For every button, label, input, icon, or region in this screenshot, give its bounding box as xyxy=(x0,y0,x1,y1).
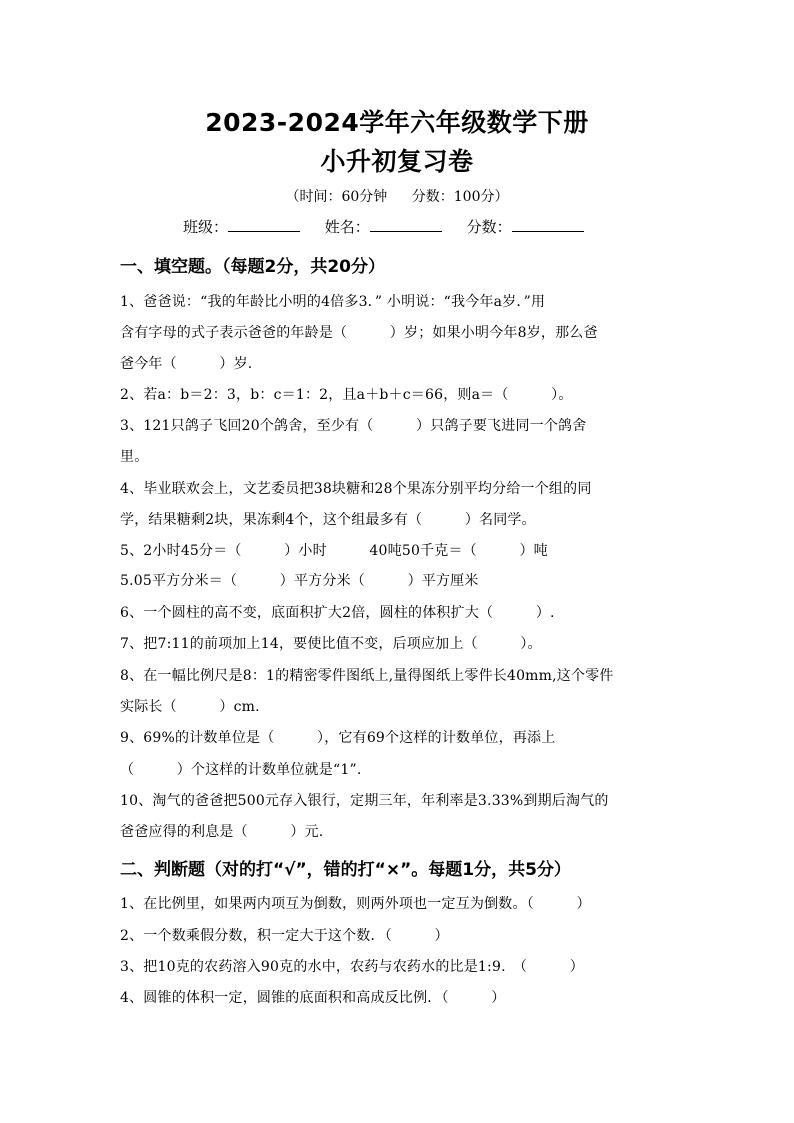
question-line: 8、在一幅比例尺是8：1的精密零件图纸上,量得图纸上零件长40mm,这个零件 xyxy=(120,668,614,684)
time-limit: （时间：60分钟 xyxy=(285,189,388,205)
exam-meta xyxy=(0,186,794,206)
question-line: 实际长（ ）cm. xyxy=(120,699,260,715)
question-line: 3、把10克的农药溶入90克的水中，农药与农药水的比是1:9. （ ） xyxy=(120,959,584,975)
question-line: 里。 xyxy=(120,449,149,465)
score-field xyxy=(467,216,584,237)
question-line: 1、在比例里，如果两内项互为倒数，则两外项也一定互为倒数。（ ） xyxy=(120,896,591,912)
score-blank[interactable] xyxy=(512,217,584,232)
question-line: 爸爸应得的利息是（ ）元. xyxy=(120,824,324,840)
question-line: 10、淘气的爸爸把500元存入银行，定期三年，年利率是3.33%到期后淘气的 xyxy=(120,793,609,809)
question-line: 4、圆锥的体积一定，圆锥的底面积和高成反比例．（ ） xyxy=(120,990,506,1006)
class-label: 班级： xyxy=(183,218,229,236)
question-line: 2、一个数乘假分数，积一定大于这个数．（ ） xyxy=(120,928,449,944)
class-blank[interactable] xyxy=(228,217,300,232)
question-line: 学，结果糖剩2块，果冻剩4个，这个组最多有（ ）名同学。 xyxy=(120,512,536,528)
question-line: 爸今年（ ）岁. xyxy=(120,356,253,372)
exam-subtitle: 小升初复习卷 xyxy=(320,147,474,176)
question-line: 7、把7:11的前项加上14，要使比值不变，后项应加上（ ）。 xyxy=(120,636,542,652)
question-line: 5、2小时45分＝（ ）小时 40吨50千克＝（ ）吨 xyxy=(120,543,548,559)
question-line: 9、69%的计数单位是（ ），它有69个这样的计数单位，再添上 xyxy=(120,730,556,746)
total-score: 分数：100分） xyxy=(411,189,509,205)
section-2-heading: 二、判断题（对的打“√”，错的打“×”。每题1分，共5分） xyxy=(120,860,571,880)
question-line: 5.05平方分米＝（ ）平方分米（ ）平方厘米 xyxy=(120,573,479,589)
name-label: 姓名： xyxy=(324,218,370,236)
question-line: 2、若a：b＝2：3，b：c＝1：2，且a＋b＋c＝66，则a＝（ ）。 xyxy=(120,387,573,403)
score-label: 分数： xyxy=(466,218,512,236)
name-field xyxy=(325,216,442,237)
section-1-heading: 一、填空题。（每题2分，共20分） xyxy=(120,257,385,277)
exam-title: 2023-2024学年六年级数学下册 xyxy=(205,108,589,137)
question-line: （ ）个这样的计数单位就是“1”. xyxy=(120,762,362,778)
student-info xyxy=(183,216,604,237)
question-line: 1、爸爸说：“我的年龄比小明的4倍多3．” 小明说：“我今年a岁．”用 xyxy=(120,294,546,310)
name-blank[interactable] xyxy=(370,217,442,232)
question-line: 6、一个圆柱的高不变，底面积扩大2倍，圆柱的体积扩大（ ）. xyxy=(120,605,555,621)
question-line: 3、121只鸽子飞回20个鸽舍，至少有（ ）只鸽子要飞进同一个鸽舍 xyxy=(120,418,587,434)
question-line: 含有字母的式子表示爸爸的年龄是（ ）岁；如果小明今年8岁，那么爸 xyxy=(120,325,598,341)
class-field xyxy=(183,216,300,237)
question-line: 4、毕业联欢会上，文艺委员把38块糖和28个果冻分别平均分给一个组的同 xyxy=(120,481,592,497)
